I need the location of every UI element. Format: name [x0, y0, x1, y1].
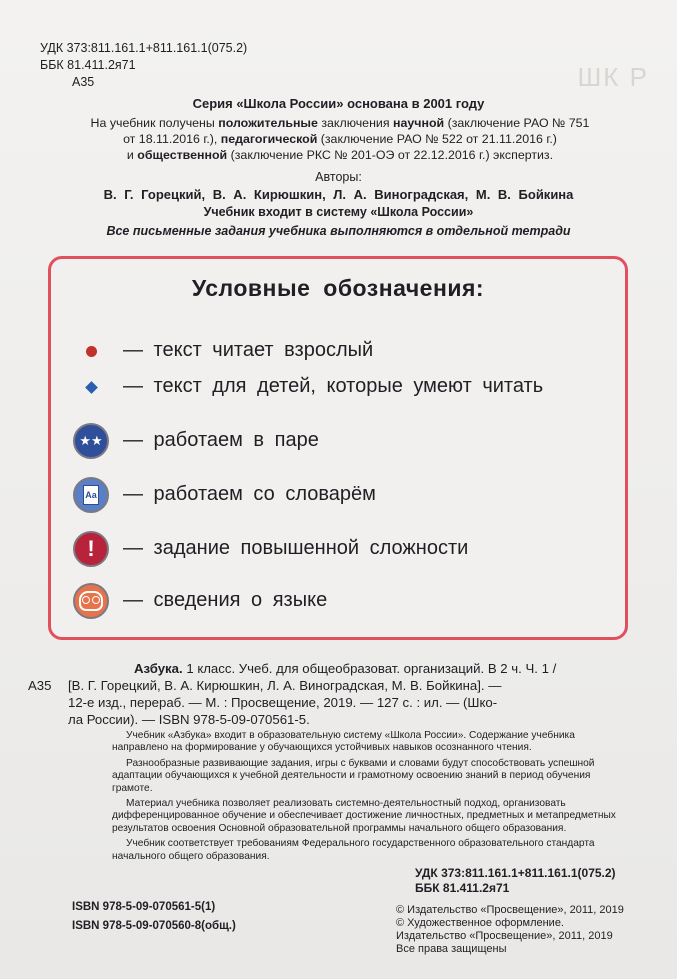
isbn-block — [72, 898, 236, 936]
annotation-paragraph: Учебник «Азбука» входит в образовательную систему «Школа России». Содержание учебника направлено на формирование у обучающихся устойчивых навыков осознанного чтения. — [112, 730, 575, 754]
annotation-paragraph: Разнообразные развивающие задания, игры с буквами и словами будут способствовать успешной адаптации обучающихся к учебной деятельности и грамотному освоению знаний в период обучения грамоте. — [112, 757, 595, 794]
biblio-code: А35 — [28, 678, 52, 693]
approvals-bold: научной — [393, 116, 445, 130]
approvals-text: заключения — [317, 116, 393, 130]
approvals-note — [50, 115, 630, 163]
copyright-line: Все права защищены — [396, 943, 507, 955]
book-title: Азбука. — [134, 661, 183, 676]
annotation-paragraph: Материал учебника позволяет реализовать системно-деятельностный подход, организовать дифференцированное обучение и обеспечивает достижение личностных, предметных и метапредметных результатов освоения Основной образовательной программы начального общего образования. — [112, 798, 616, 834]
footer-bbk: ББК 81.411.2я71 — [415, 881, 510, 895]
series-note: Серия «Школа России» основана в 2001 году — [192, 96, 485, 111]
legend-box — [48, 256, 628, 640]
legend-title: Условные обозначения: — [191, 275, 485, 301]
legend-item-label: — текст для детей, которые умеют читать — [123, 375, 544, 397]
isbn-part: ISBN 978-5-09-070561-5(1) — [72, 901, 216, 913]
bbk-code: ББК 81.411.2я71 — [40, 58, 136, 72]
legend-item — [51, 529, 625, 569]
classification-block — [40, 40, 247, 91]
approvals-bold: положительные — [218, 116, 318, 130]
pair-stars-icon: ★★ — [73, 423, 109, 459]
background-text: ШК Р — [577, 62, 649, 92]
approvals-text: от 18.11.2016 г.), — [123, 132, 221, 146]
annotation — [112, 730, 632, 866]
blue-diamond-icon — [85, 381, 98, 394]
copyright-line: © Издательство «Просвещение», 2011, 2019 — [396, 904, 624, 916]
author-sign: А35 — [72, 75, 95, 89]
notebook-note: Все письменные задания учебника выполняются в отдельной тетради — [106, 224, 571, 238]
biblio-line: 1 класс. Учеб. для общеобразоват. организаций. В 2 ч. Ч. 1 / — [182, 661, 557, 676]
exclamation-icon: ! — [73, 531, 109, 567]
legend-item — [51, 581, 625, 621]
legend-item-label: — сведения о языке — [123, 589, 328, 611]
biblio-line: [В. Г. Горецкий, В. А. Кирюшкин, Л. А. Виноградская, М. В. Бойкина]. — — [68, 678, 502, 693]
annotation-paragraph: Учебник соответствует требованиям Федерального государственного образовательного стандарта начального общего образования. — [112, 838, 595, 862]
red-dot-icon — [86, 346, 97, 357]
dictionary-icon: Аа — [73, 477, 109, 513]
footer-classification — [415, 866, 616, 896]
approvals-text: (заключение РАО № 751 — [444, 116, 590, 130]
copyright-block — [396, 904, 624, 956]
udk-code: УДК 373:811.161.1+811.161.1(075.2) — [40, 41, 248, 55]
approvals-text: На учебник получены — [90, 116, 219, 130]
bibliographic-record — [28, 660, 638, 728]
owl-icon — [73, 583, 109, 619]
legend-item — [51, 367, 625, 407]
approvals-text: (заключение РКС № 201-ОЭ от 22.12.2016 г.) экспертиз. — [227, 148, 554, 162]
legend-item — [51, 475, 625, 515]
footer-udk: УДК 373:811.161.1+811.161.1(075.2) — [415, 866, 616, 880]
legend-item — [51, 421, 625, 461]
legend-item-label: — текст читает взрослый — [123, 339, 374, 361]
biblio-line: ла России). — ISBN 978-5-09-070561-5. — [68, 712, 310, 727]
isbn-general: ISBN 978-5-09-070560-8(общ.) — [72, 920, 236, 932]
biblio-line: 12-е изд., перераб. — М. : Просвещение, 2019. — 127 с. : ил. — (Шко- — [68, 695, 498, 710]
system-note: Учебник входит в систему «Школа России» — [203, 205, 474, 219]
approvals-text: и — [126, 148, 138, 162]
legend-item-label: — работаем со словарём — [123, 483, 376, 505]
approvals-bold: общественной — [137, 148, 228, 162]
copyright-line: Издательство «Просвещение», 2011, 2019 — [396, 930, 613, 942]
authors-list: В. Г. Горецкий, В. А. Кирюшкин, Л. А. Виноградская, М. В. Бойкина — [103, 187, 574, 202]
approvals-bold: педагогической — [220, 132, 318, 146]
legend-item — [51, 331, 625, 371]
legend-item-label: — задание повышенной сложности — [123, 537, 469, 559]
legend-item-label: — работаем в паре — [123, 429, 319, 451]
copyright-line: © Художественное оформление. — [396, 917, 564, 929]
approvals-text: (заключение РАО № 522 от 21.11.2016 г.) — [317, 132, 557, 146]
authors-label: Авторы: — [315, 170, 362, 184]
